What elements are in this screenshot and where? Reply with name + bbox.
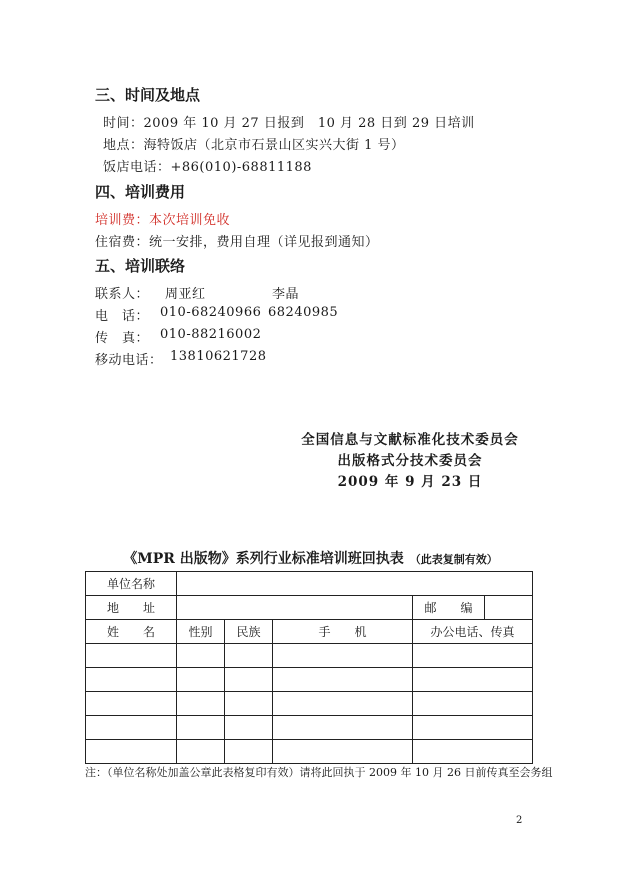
gender-cell[interactable] <box>177 692 225 716</box>
form-row-address <box>86 596 533 620</box>
unit-name-label: 单位名称 <box>86 572 177 596</box>
office-cell[interactable] <box>413 668 533 692</box>
contact-person-1: 周亚红 <box>165 287 206 302</box>
office-cell[interactable] <box>413 740 533 764</box>
unit-name-field[interactable] <box>177 572 533 596</box>
mobile-cell[interactable] <box>273 644 413 668</box>
name-cell[interactable] <box>86 716 177 740</box>
gender-cell[interactable] <box>177 644 225 668</box>
form-row-unit <box>86 572 533 596</box>
name-cell[interactable] <box>86 692 177 716</box>
form-footnote: 注：（单位名称处加盖公章此表格复印有效）请将此回执于 2009 年 10 月 26 日前传真至会务组 <box>85 766 553 779</box>
form-header-row <box>86 620 533 644</box>
mobile-cell[interactable] <box>273 740 413 764</box>
table-row <box>86 716 533 740</box>
ethnicity-cell[interactable] <box>225 692 273 716</box>
signature-suborg: 出版格式分技术委员会 <box>337 453 483 469</box>
name-cell[interactable] <box>86 644 177 668</box>
col-mobile-header: 手 机 <box>273 620 413 644</box>
signature-org: 全国信息与文献标准化技术委员会 <box>301 432 519 448</box>
address-label: 地 址 <box>86 596 177 620</box>
contact-person-2: 李晶 <box>272 287 300 302</box>
office-cell[interactable] <box>413 644 533 668</box>
gender-cell[interactable] <box>177 740 225 764</box>
gender-cell[interactable] <box>177 668 225 692</box>
training-fee: 培训费：本次培训免收 <box>95 213 231 228</box>
signature-date: 2009 年 9 月 23 日 <box>337 474 483 490</box>
section-5-heading: 五、培训联络 <box>95 257 186 275</box>
col-ethnicity-header: 民族 <box>225 620 273 644</box>
registration-form-table <box>85 571 533 764</box>
mobile-label: 移动电话： <box>95 353 163 368</box>
fax-number: 010-88216002 <box>160 327 262 342</box>
training-time: 时间：2009 年 10 月 27 日报到 10 月 28 日到 29 日培训 <box>103 116 475 131</box>
postcode-label: 邮 编 <box>413 596 485 620</box>
postcode-field[interactable] <box>485 596 533 620</box>
tel-label: 电 话： <box>95 309 150 324</box>
ethnicity-cell[interactable] <box>225 668 273 692</box>
page-number: 2 <box>516 815 523 826</box>
gender-cell[interactable] <box>177 716 225 740</box>
office-cell[interactable] <box>413 716 533 740</box>
hotel-phone: 饭店电话：+86(010)-68811188 <box>103 160 312 175</box>
table-row <box>86 644 533 668</box>
training-place: 地点：海特饭店（北京市石景山区实兴大街 1 号） <box>103 138 405 153</box>
fax-label: 传 真： <box>95 331 150 346</box>
col-name-header: 姓 名 <box>86 620 177 644</box>
lodging-fee: 住宿费：统一安排，费用自理（详见报到通知） <box>95 235 379 250</box>
name-cell[interactable] <box>86 740 177 764</box>
col-gender-header: 性别 <box>177 620 225 644</box>
tel-1: 010-68240966 <box>160 305 262 320</box>
tel-2: 68240985 <box>268 305 339 320</box>
office-cell[interactable] <box>413 692 533 716</box>
mobile-cell[interactable] <box>273 692 413 716</box>
mobile-cell[interactable] <box>273 668 413 692</box>
ethnicity-cell[interactable] <box>225 644 273 668</box>
mobile-cell[interactable] <box>273 716 413 740</box>
address-field[interactable] <box>177 596 413 620</box>
col-office-header: 办公电话、传真 <box>413 620 533 644</box>
ethnicity-cell[interactable] <box>225 716 273 740</box>
mobile-number: 13810621728 <box>170 349 267 364</box>
name-cell[interactable] <box>86 668 177 692</box>
contact-label: 联系人： <box>95 287 150 302</box>
form-title-note: （此表复制有效） <box>409 553 498 566</box>
section-3-heading: 三、时间及地点 <box>95 86 201 104</box>
table-row <box>86 692 533 716</box>
form-title-text: 《MPR 出版物》系列行业标准培训班回执表 <box>123 551 404 567</box>
table-row <box>86 740 533 764</box>
ethnicity-cell[interactable] <box>225 740 273 764</box>
table-row <box>86 668 533 692</box>
section-4-heading: 四、培训费用 <box>95 183 186 201</box>
form-title <box>0 548 621 568</box>
